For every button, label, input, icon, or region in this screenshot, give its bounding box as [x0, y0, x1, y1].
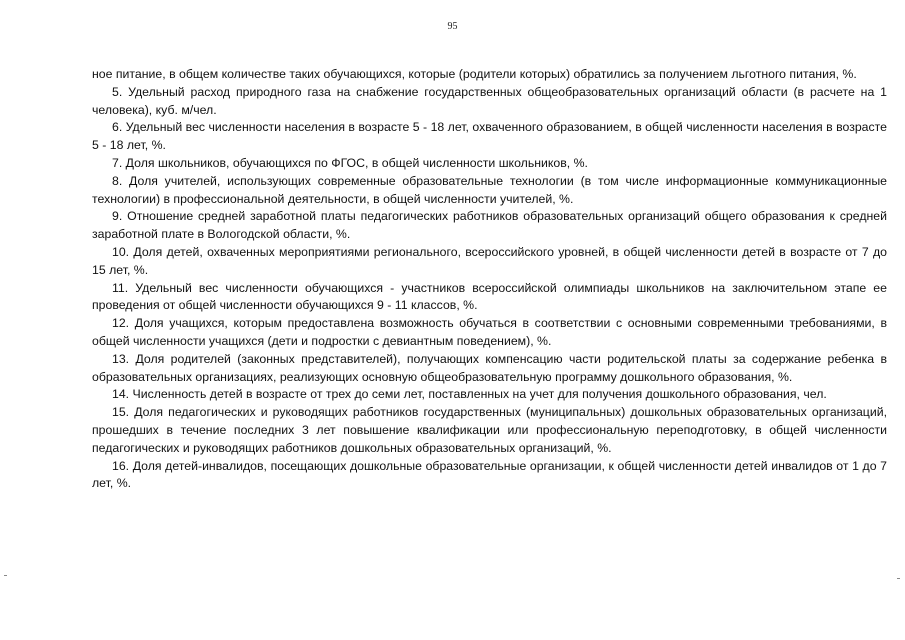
page-number: 95 [447, 21, 458, 32]
paragraph-continuation: ное питание, в общем количестве таких обучающихся, которые (родители которых) обратились за получением льготного питания, %. [92, 67, 857, 81]
paragraph-item-5: 5. Удельный расход природного газа на снабжение государственных общеобразовательных организаций области (в расчете на 1 человека), куб. м/чел. [92, 84, 887, 117]
paragraph-item-10: 10. Доля детей, охваченных мероприятиями регионального, всероссийского уровней, в общей численности детей в возрасте от 7 до 15 лет, %. [92, 244, 887, 277]
paragraph-item-6: 6. Удельный вес численности населения в возрасте 5 - 18 лет, охваченного образованием, в общей численности населения в возрасте 5 - 18 лет, %. [92, 120, 887, 153]
paragraph-item-8: 8. Доля учителей, использующих современные образовательные технологии (в том числе информационные коммуникационные технологии) в профессиональной деятельности, в общей численности учителей, %. [92, 173, 887, 206]
scan-mark-right [897, 578, 900, 579]
paragraph-item-15: 15. Доля педагогических и руководящих работников государственных (муниципальных) дошкольных образовательных организаций, прошедших в течение последних 3 лет повышение квалификации или профессиональную переподготовку, в общей численности педагогических и руководящих работников дошкольных образовательных организаций, %. [92, 405, 887, 455]
paragraph-item-7: 7. Доля школьников, обучающихся по ФГОС, в общей численности школьников, %. [112, 155, 588, 170]
document-body [92, 66, 887, 493]
paragraph-item-12: 12. Доля учащихся, которым предоставлена возможность обучаться в соответствии с основными современными требованиями, в общей численности учащихся (дети и подростки с девиантным поведением), %. [92, 316, 887, 348]
paragraph-item-9: 9. Отношение средней заработной платы педагогических работников образовательных организаций общего образования к средней заработной плате в Вологодской области, %. [92, 209, 887, 242]
scan-mark-left [4, 575, 7, 576]
paragraph-item-14: 14. Численность детей в возрасте от трех до семи лет, поставленных на учет для получения дошкольного образования, чел. [112, 387, 827, 402]
paragraph-item-11: 11. Удельный вес численности обучающихся - участников всероссийской олимпиады школьников на заключительном этапе ее проведения от общей численности обучающихся 9 - 11 классов, %. [92, 280, 887, 313]
paragraph-item-16: 16. Доля детей-инвалидов, посещающих дошкольные образовательные организации, к общей численности детей инвалидов от 1 до 7 лет, %. [92, 458, 887, 491]
paragraph-item-13: 13. Доля родителей (законных представителей), получающих компенсацию части родительской платы за содержание ребенка в образовательных организациях, реализующих основную общеобразовательную программу дошкольного образования, %. [92, 351, 887, 384]
